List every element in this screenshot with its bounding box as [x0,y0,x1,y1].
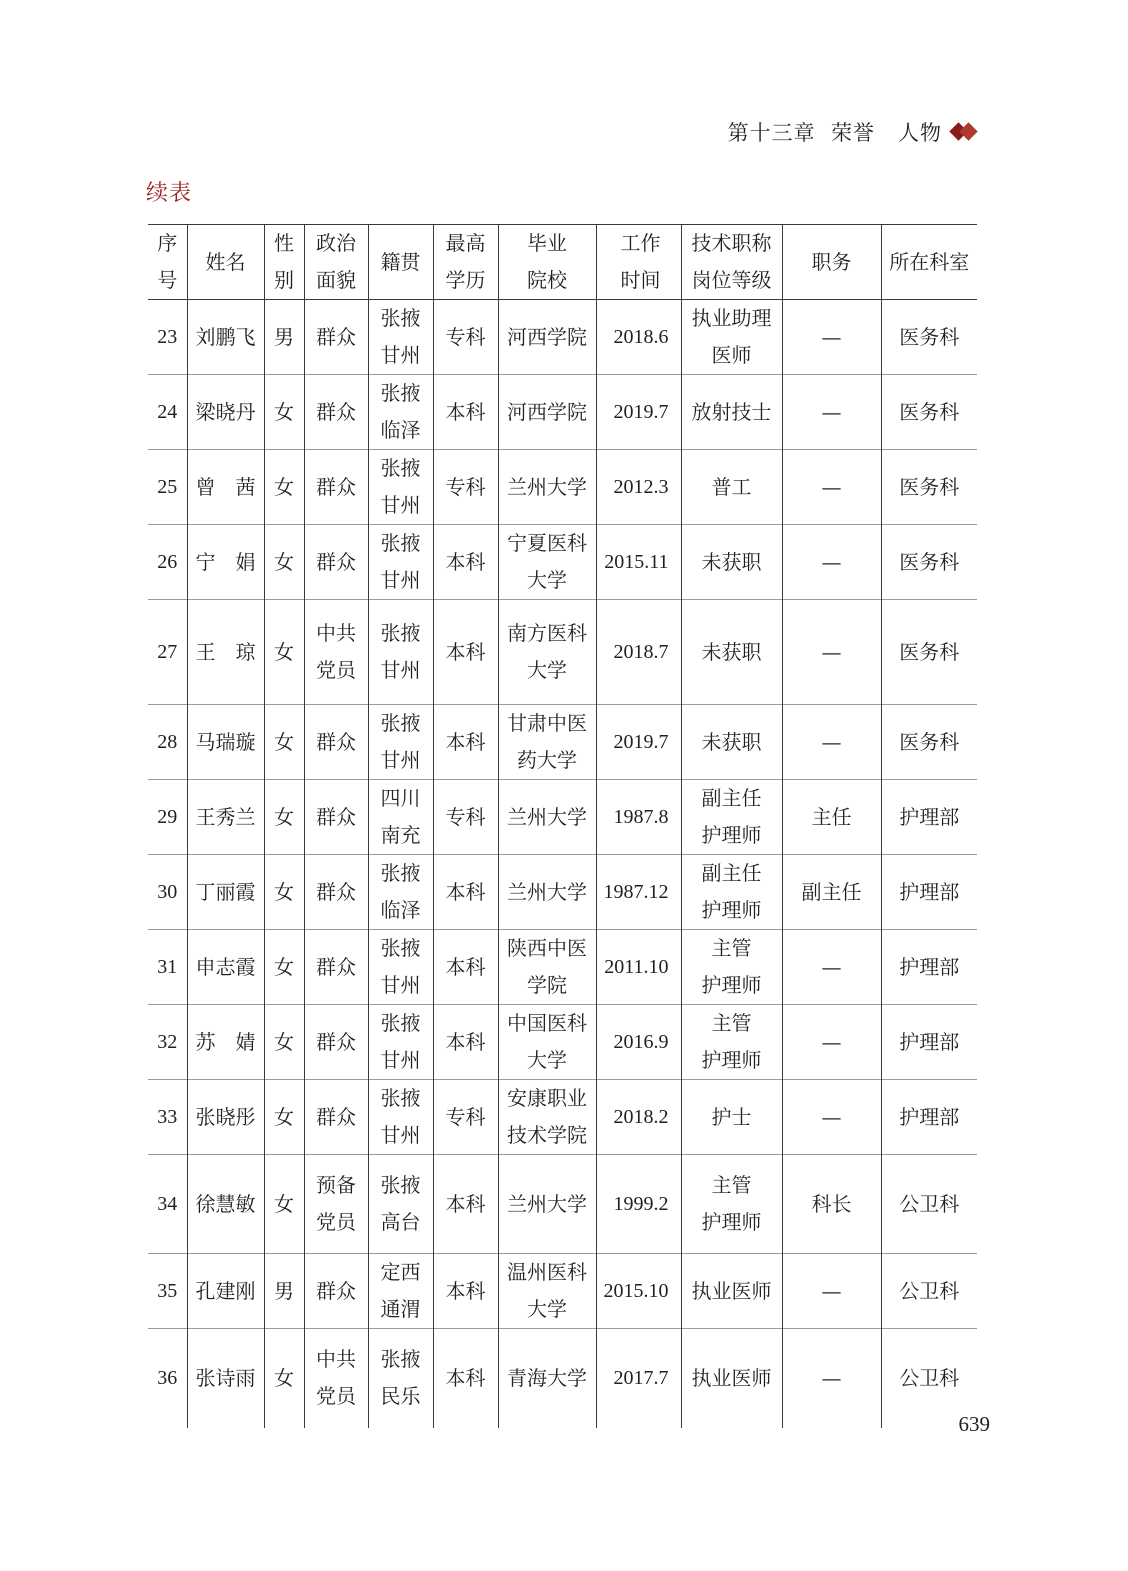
cell-seq: 27 [157,640,178,663]
cell-department: 护理部 [881,930,977,1005]
cell-sex: 女 [264,1155,304,1254]
cell-department: 医务科 [881,705,977,780]
cell-work-time: 2018.7 [596,600,681,705]
cell-title-grade: 执业医师 [681,1329,782,1428]
cell-native-place: 张掖 甘州 [368,450,433,525]
running-header [600,114,980,150]
table-row [148,450,977,525]
table-row [148,780,977,855]
table-body [148,300,977,1428]
column-header-education: 最高 学历 [433,225,498,300]
cell-name: 王 琼 [187,600,264,705]
cell-political: 群众 [304,525,368,600]
cell-seq: 31 [157,955,178,978]
cell-title-grade: 普工 [681,450,782,525]
cell-title-grade: 未获职 [681,525,782,600]
cell-seq: 28 [157,730,178,753]
cell-title-grade: 主管 护理师 [681,1005,782,1080]
cell-name: 宁 娟 [187,525,264,600]
cell-name: 张诗雨 [187,1329,264,1428]
cell-sex: 女 [264,1080,304,1155]
cell-name: 王秀兰 [187,780,264,855]
cell-education: 本科 [433,525,498,600]
cell-department: 护理部 [881,780,977,855]
cell-department: 护理部 [881,855,977,930]
cell-school: 河西学院 [498,375,596,450]
cell-education: 本科 [433,855,498,930]
cell-duty: — [782,1005,881,1080]
cell-school: 兰州大学 [498,450,596,525]
cell-title-grade: 执业医师 [681,1254,782,1329]
cell-title-grade: 护士 [681,1080,782,1155]
cell-sex: 女 [264,375,304,450]
cell-education: 本科 [433,375,498,450]
cell-department: 护理部 [881,1080,977,1155]
column-header-school: 毕业 院校 [498,225,596,300]
table-row [148,1080,977,1155]
cell-department: 医务科 [881,600,977,705]
cell-department: 公卫科 [881,1254,977,1329]
continued-table-label: 续表 [146,181,193,206]
cell-native-place: 张掖 甘州 [368,525,433,600]
cell-political: 群众 [304,1005,368,1080]
double-diamond-icon [950,122,980,142]
cell-duty: 副主任 [782,855,881,930]
cell-title-grade: 未获职 [681,705,782,780]
cell-name: 曾 茜 [187,450,264,525]
cell-duty: 主任 [782,780,881,855]
column-header-political: 政治 面貌 [304,225,368,300]
cell-seq: 25 [157,475,178,498]
cell-work-time: 1987.8 [596,780,681,855]
cell-work-time: 2011.10 [596,930,681,1005]
cell-duty: — [782,375,881,450]
cell-seq: 30 [157,880,178,903]
cell-native-place: 张掖 甘州 [368,705,433,780]
cell-work-time: 1987.12 [596,855,681,930]
column-header-native-place: 籍贯 [368,225,433,300]
cell-duty: — [782,600,881,705]
table-row [148,600,977,705]
cell-native-place: 张掖 临泽 [368,855,433,930]
cell-sex: 女 [264,930,304,1005]
cell-sex: 女 [264,1329,304,1428]
cell-political: 群众 [304,705,368,780]
cell-title-grade: 执业助理 医师 [681,300,782,375]
table-row [148,375,977,450]
cell-title-grade: 未获职 [681,600,782,705]
cell-seq: 35 [157,1279,178,1302]
table-row [148,855,977,930]
column-header-department: 所在科室 [881,225,977,300]
cell-name: 梁晓丹 [187,375,264,450]
cell-duty: — [782,450,881,525]
column-header-title-grade: 技术职称 岗位等级 [681,225,782,300]
staff-roster-table [148,224,977,1428]
cell-duty: — [782,705,881,780]
table-row [148,1329,977,1428]
cell-title-grade: 副主任 护理师 [681,780,782,855]
cell-seq: 23 [157,325,178,348]
cell-school: 陕西中医 学院 [498,930,596,1005]
cell-seq: 26 [157,550,178,573]
cell-department: 医务科 [881,300,977,375]
column-header-work-time: 工作 时间 [596,225,681,300]
table-header-row [148,225,977,300]
table-row [148,705,977,780]
cell-school: 安康职业 技术学院 [498,1080,596,1155]
cell-seq: 33 [157,1105,178,1128]
cell-seq: 29 [157,805,178,828]
cell-political: 群众 [304,780,368,855]
cell-duty: — [782,1329,881,1428]
cell-name: 张晓彤 [187,1080,264,1155]
cell-work-time: 2016.9 [596,1005,681,1080]
cell-work-time: 2018.2 [596,1080,681,1155]
cell-sex: 女 [264,525,304,600]
cell-education: 本科 [433,1155,498,1254]
cell-work-time: 2017.7 [596,1329,681,1428]
cell-political: 群众 [304,375,368,450]
cell-title-grade: 主管 护理师 [681,930,782,1005]
cell-native-place: 张掖 甘州 [368,1080,433,1155]
cell-sex: 女 [264,705,304,780]
cell-education: 本科 [433,600,498,705]
cell-school: 兰州大学 [498,780,596,855]
cell-political: 群众 [304,450,368,525]
cell-political: 群众 [304,930,368,1005]
cell-sex: 男 [264,1254,304,1329]
column-header-seq: 序 号 [157,231,178,292]
cell-sex: 女 [264,450,304,525]
cell-work-time: 2012.3 [596,450,681,525]
cell-sex: 女 [264,600,304,705]
cell-department: 医务科 [881,525,977,600]
cell-department: 公卫科 [881,1329,977,1428]
cell-native-place: 张掖 甘州 [368,1005,433,1080]
cell-department: 医务科 [881,450,977,525]
table-row [148,1005,977,1080]
cell-political: 群众 [304,855,368,930]
cell-duty: — [782,525,881,600]
cell-political: 预备 党员 [304,1155,368,1254]
table-row [148,525,977,600]
cell-school: 温州医科 大学 [498,1254,596,1329]
column-header-sex: 性 别 [264,225,304,300]
column-header-name: 姓名 [187,225,264,300]
cell-education: 专科 [433,300,498,375]
cell-name: 孔建刚 [187,1254,264,1329]
cell-native-place: 张掖 甘州 [368,300,433,375]
cell-name: 申志霞 [187,930,264,1005]
cell-seq: 24 [157,400,178,423]
cell-duty: — [782,1254,881,1329]
cell-political: 群众 [304,1254,368,1329]
cell-school: 兰州大学 [498,855,596,930]
cell-duty: 科长 [782,1155,881,1254]
cell-name: 刘鹏飞 [187,300,264,375]
cell-sex: 女 [264,1005,304,1080]
cell-education: 专科 [433,1080,498,1155]
cell-seq: 36 [157,1366,178,1389]
cell-sex: 女 [264,780,304,855]
cell-school: 甘肃中医 药大学 [498,705,596,780]
cell-work-time: 2015.10 [596,1254,681,1329]
cell-education: 本科 [433,930,498,1005]
cell-native-place: 张掖 甘州 [368,600,433,705]
cell-school: 兰州大学 [498,1155,596,1254]
cell-work-time: 2019.7 [596,705,681,780]
page-number: 639 [958,1412,990,1436]
cell-school: 河西学院 [498,300,596,375]
cell-name: 丁丽霞 [187,855,264,930]
cell-school: 中国医科 大学 [498,1005,596,1080]
cell-duty: — [782,1080,881,1155]
cell-native-place: 张掖 甘州 [368,930,433,1005]
table-row [148,1155,977,1254]
cell-education: 本科 [433,705,498,780]
cell-education: 专科 [433,780,498,855]
cell-work-time: 2018.6 [596,300,681,375]
cell-native-place: 定西 通渭 [368,1254,433,1329]
cell-political: 群众 [304,1080,368,1155]
cell-seq: 34 [157,1192,178,1215]
cell-name: 徐慧敏 [187,1155,264,1254]
cell-title-grade: 放射技士 [681,375,782,450]
cell-education: 专科 [433,450,498,525]
cell-school: 南方医科 大学 [498,600,596,705]
cell-department: 医务科 [881,375,977,450]
cell-sex: 男 [264,300,304,375]
cell-name: 马瑞璇 [187,705,264,780]
table-row [148,1254,977,1329]
column-header-duty: 职务 [782,225,881,300]
cell-title-grade: 副主任 护理师 [681,855,782,930]
cell-school: 青海大学 [498,1329,596,1428]
cell-political: 中共 党员 [304,600,368,705]
cell-work-time: 2015.11 [596,525,681,600]
cell-education: 本科 [433,1329,498,1428]
cell-department: 公卫科 [881,1155,977,1254]
table-row [148,930,977,1005]
cell-seq: 32 [157,1030,178,1053]
cell-education: 本科 [433,1254,498,1329]
cell-native-place: 张掖 临泽 [368,375,433,450]
cell-work-time: 2019.7 [596,375,681,450]
cell-education: 本科 [433,1005,498,1080]
cell-school: 宁夏医科 大学 [498,525,596,600]
cell-native-place: 张掖 高台 [368,1155,433,1254]
cell-title-grade: 主管 护理师 [681,1155,782,1254]
cell-duty: — [782,930,881,1005]
cell-work-time: 1999.2 [596,1155,681,1254]
cell-political: 群众 [304,300,368,375]
chapter-title: 第十三章 荣誉 人物 [727,121,942,145]
cell-native-place: 张掖 民乐 [368,1329,433,1428]
cell-duty: — [782,300,881,375]
cell-name: 苏 婧 [187,1005,264,1080]
cell-native-place: 四川 南充 [368,780,433,855]
cell-department: 护理部 [881,1005,977,1080]
table-row [148,300,977,375]
cell-sex: 女 [264,855,304,930]
cell-political: 中共 党员 [304,1329,368,1428]
